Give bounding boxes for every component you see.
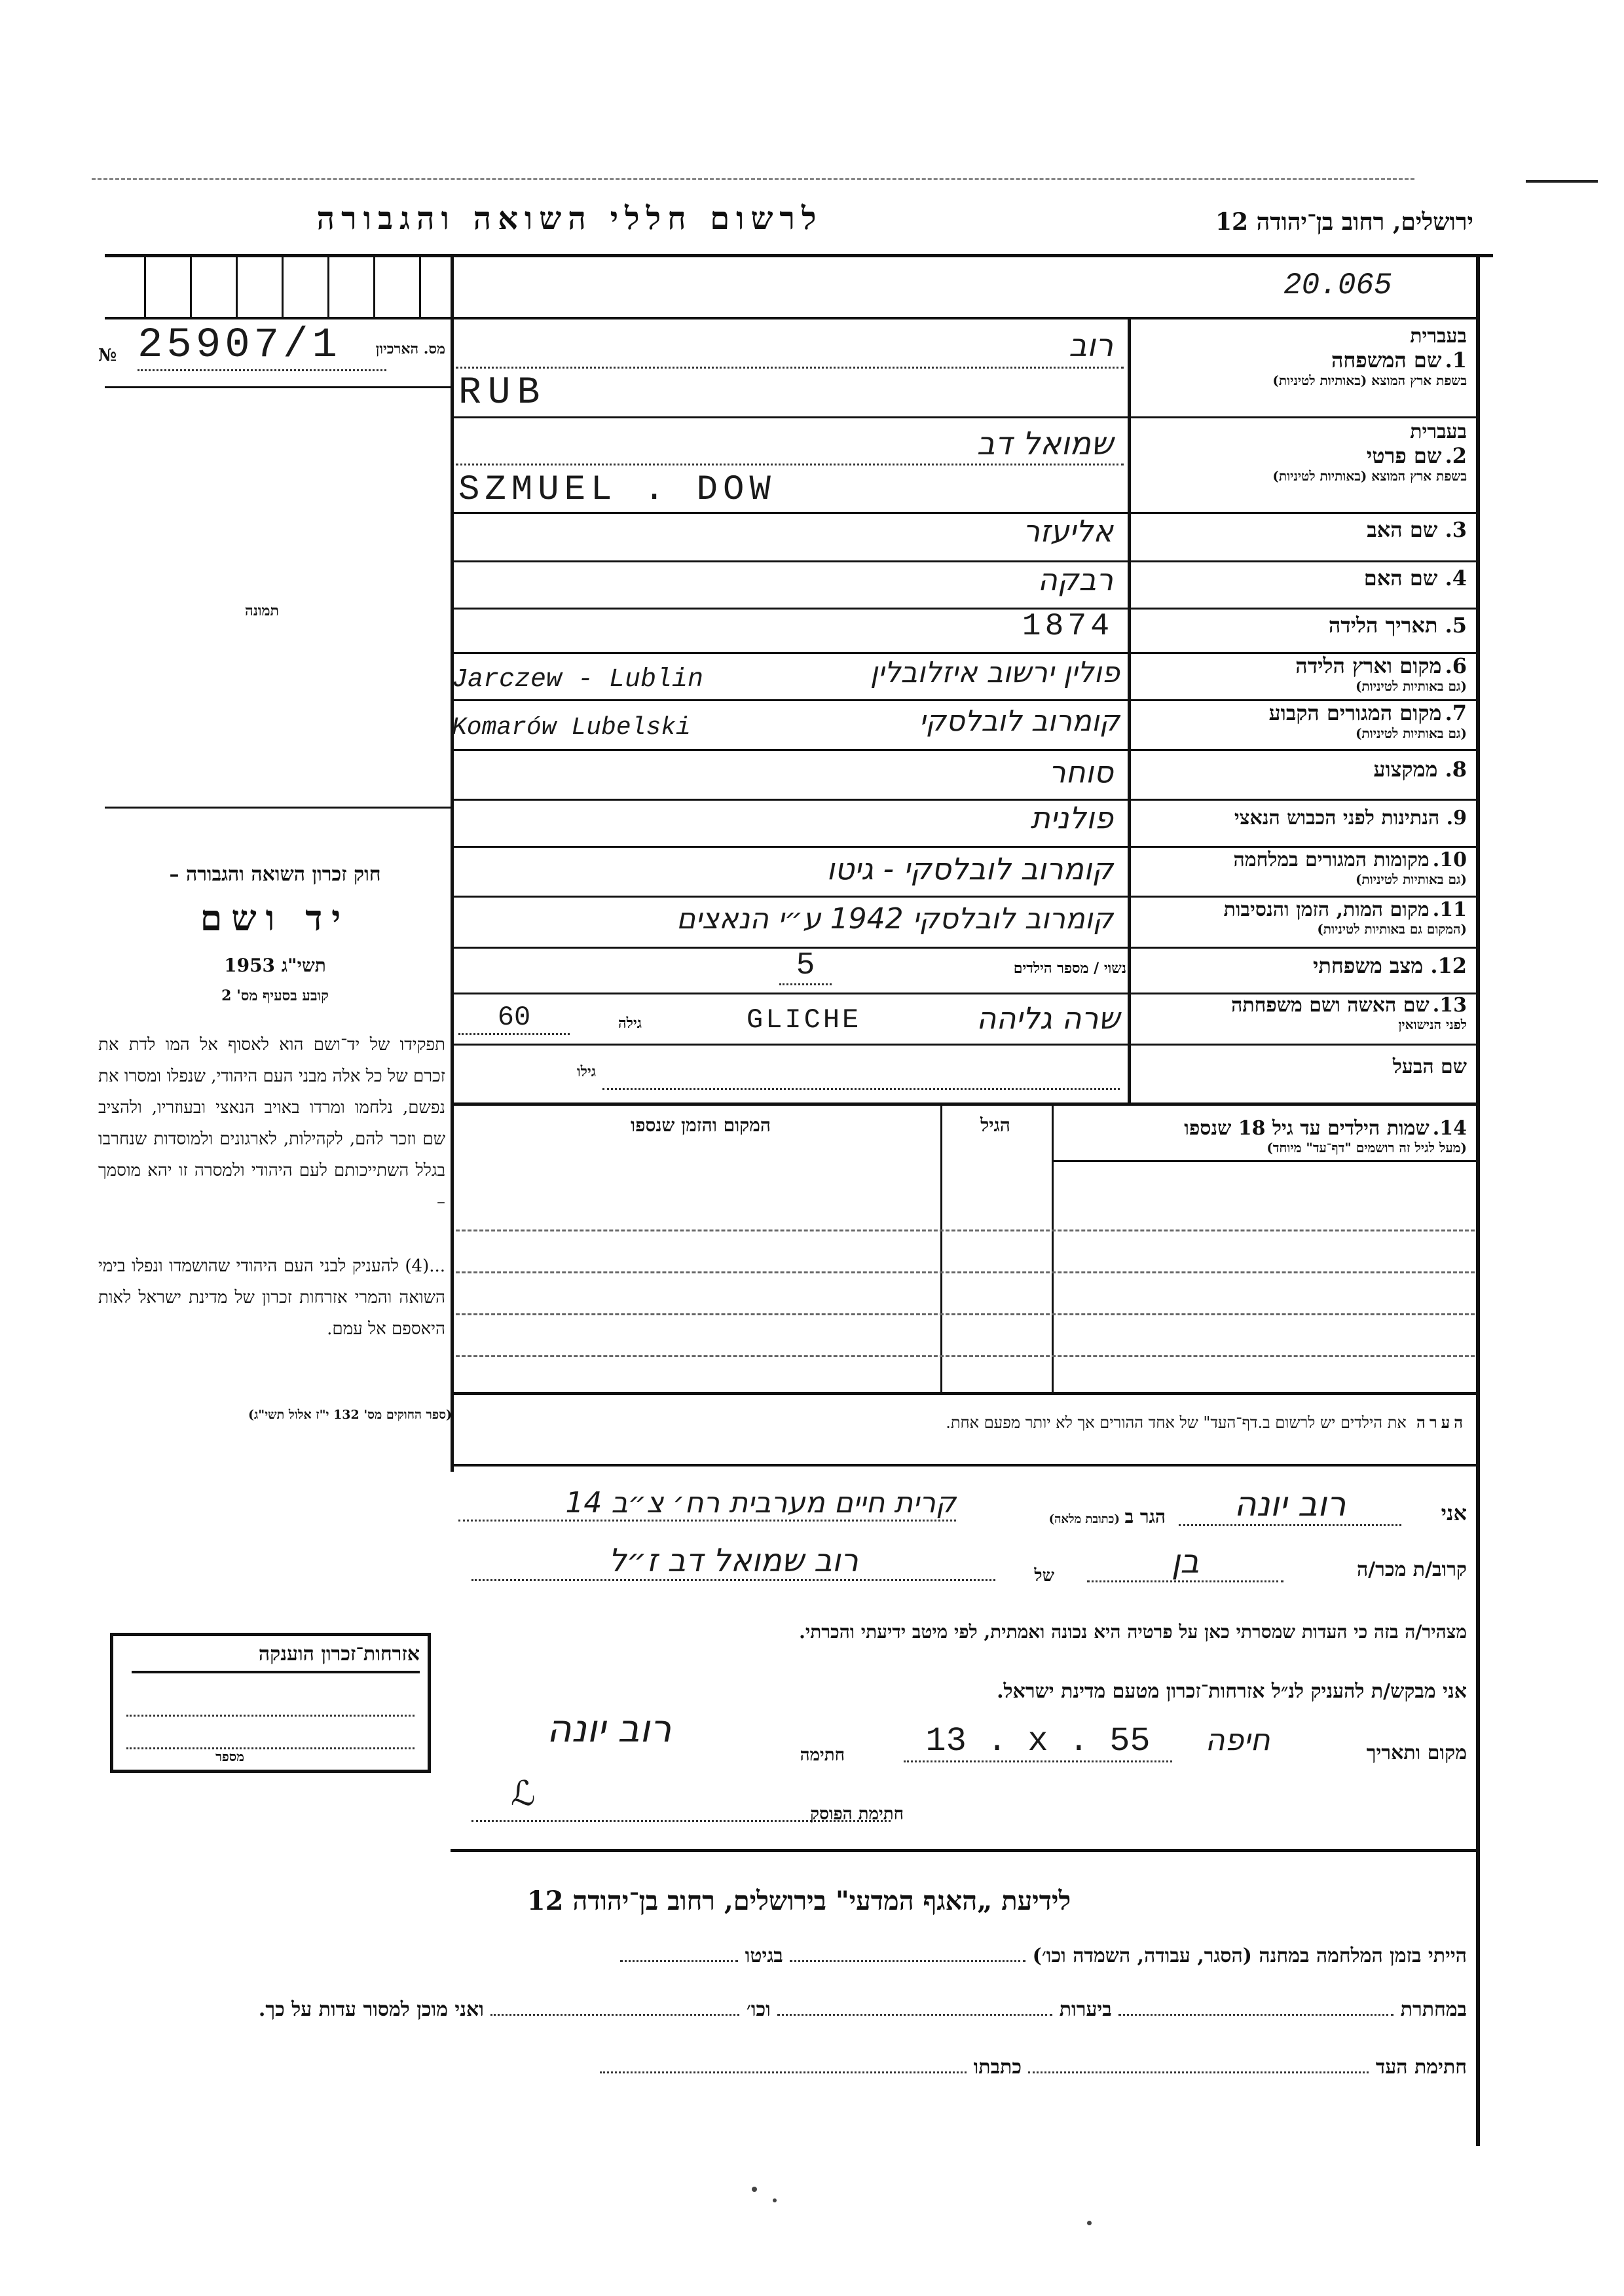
field-4-value: רבקה xyxy=(1037,562,1113,597)
place-date-label: מקום ותאריך xyxy=(1366,1741,1467,1764)
husband-name-line xyxy=(602,1088,1120,1090)
archive-no-mark: № xyxy=(98,346,117,365)
children-row-1 xyxy=(456,1230,1475,1231)
scan-speck xyxy=(773,2198,777,2202)
children-header: 14. שמות הילדים עד גיל 18 שנספו (מעל לגיל זה רושמים "דף־עד" מיוחד) xyxy=(1184,1117,1467,1156)
signature-label: חתימה xyxy=(800,1745,845,1765)
citizenship-box xyxy=(110,1633,431,1773)
scan-top-dashes xyxy=(92,178,1414,180)
signature-value: רוב יונה xyxy=(546,1706,672,1751)
frame-right-col xyxy=(1128,319,1131,1102)
rule-row-4 xyxy=(451,608,1480,610)
children-col-2 xyxy=(1052,1105,1054,1393)
citizenship-box-title: אזרחות־זכרון הוענקה xyxy=(132,1643,420,1673)
top-record-number: 20.065 xyxy=(1283,268,1392,302)
rule-row-13 xyxy=(451,1044,1480,1046)
children-row-3 xyxy=(456,1313,1475,1315)
footer-title: לידיעת „האגף המדעי" בירושלים, רחוב בן־יהודה 12 xyxy=(526,1886,1071,1916)
field-4-label: 4. שם האם xyxy=(1363,566,1467,591)
request-text: אני מבקש/ת להעניק לנ״ל אזרחות־זכרון מטעם מדינת ישראל. xyxy=(997,1680,1467,1703)
field-5-label: 5. תאריך הלידה xyxy=(1328,613,1467,638)
rule-row-11 xyxy=(451,947,1480,949)
field-10-label: 10. מקומות המגורים במלחמה (גם באותיות לטיניות) xyxy=(1233,848,1467,887)
field-3-value: אליעזר xyxy=(1023,513,1113,549)
scan-speck xyxy=(752,2187,757,2192)
field-13-label: 13. שם האשה ושם משפחתה לפני הנישואין xyxy=(1231,994,1467,1032)
field-7-latin: Komarów Lubelski xyxy=(452,714,691,742)
field-2-hebrew: שמואל דב xyxy=(976,426,1113,462)
form-title: לרשום חללי השואה והגבורה xyxy=(316,200,823,237)
declarant-resident-label: הגר ב (כתובת מלאה) xyxy=(1048,1506,1166,1527)
scan-edge-mark xyxy=(1526,180,1598,183)
officer-label: חתימת הפוסק xyxy=(810,1804,904,1824)
declarant-i-label: אני xyxy=(1441,1501,1467,1525)
field-9-value: פולנית xyxy=(1030,800,1113,835)
children-row-2 xyxy=(456,1271,1475,1273)
law-title: חוק זכרון השואה והגבורה – xyxy=(169,863,381,886)
declarant-name: רוב יונה xyxy=(1179,1485,1401,1526)
frame-right xyxy=(1476,254,1480,2146)
rule-row-14 xyxy=(451,1102,1480,1106)
field-1-heb-line xyxy=(456,367,1124,369)
field-9-label: 9. הנתינות לפני הכבוש הנאצי xyxy=(1234,807,1467,829)
left-rule-2 xyxy=(105,807,451,809)
rule-row-7 xyxy=(451,749,1480,751)
field-6-label: 6. מקום וארץ הלידה (גם באותיות לטיניות) xyxy=(1295,653,1467,694)
scan-speck xyxy=(1087,2221,1092,2225)
rule-row-9 xyxy=(451,846,1480,848)
children-row-4 xyxy=(456,1355,1475,1357)
field-12-children-count: 5 xyxy=(779,948,832,985)
declarant-address: קרית חיים מערבית רח׳ צ״ב 14 xyxy=(458,1486,956,1522)
field-12-hint: נשוי / מספר הילדים xyxy=(1013,960,1126,977)
note-row: הערה את הילדים יש לרשום ב.דף־העד" של אחד ההורים אך לא יותר מפעם אחת. xyxy=(946,1413,1467,1432)
field-5-value: 1874 xyxy=(1022,609,1113,644)
frame-divider-left xyxy=(451,254,454,1472)
relation-label: קרוב/ת מכר/ה xyxy=(1356,1558,1467,1581)
field-2-label: בעברית 2. שם פרטי בשפת ארץ המוצא (באותיות לטיניות) xyxy=(1272,420,1467,484)
archive-no-label: מס. הארכיון xyxy=(375,340,445,357)
field-13-age-label: גילה xyxy=(618,1015,642,1032)
archive-cells xyxy=(105,254,451,317)
field-8-label: 8. ממקצוע xyxy=(1373,757,1467,782)
relation-of-label: של xyxy=(1034,1566,1054,1586)
field-8-value: סוחר xyxy=(1048,754,1113,790)
field-3-label: 3. שם האב xyxy=(1367,517,1467,542)
rule-row-10 xyxy=(451,896,1480,898)
footer-line-2: במחתרת ביערות וכו׳ ואני מוכן למסור עדות על כך. xyxy=(258,1998,1467,2021)
note-bottom-rule xyxy=(451,1464,1480,1467)
children-col-age: הגיל xyxy=(980,1114,1010,1136)
left-rule-1 xyxy=(105,386,451,388)
archive-no-value: 25907/1 xyxy=(138,322,386,371)
declaration-text: מצהיר/ה בזה כי העדות שמסרתי כאן על פרטיה היא נכונה ואמתית, לפי מיטב ידיעתי והכרתי. xyxy=(799,1621,1467,1643)
field-13-wife-latin: GLICHE xyxy=(747,1004,862,1036)
relation-of-name: רוב שמואל דב ז״ל xyxy=(471,1542,995,1581)
law-body-1: תפקידו של יד־ושם הוא לאסוף אל המו לדת את זכרם של כל אלה מבני העם היהודי, שנפלו ומסרו את נפשם, נלחמו ומרדו באויב הנאצי ובעוזריו, ולהציב שם וזכר להם, לקהילות, לארגונים ולמוסדות שנחרבו בגלל השתייכותם לעם היהודי ולמסרה זו יהא מוסמך – xyxy=(98,1035,445,1212)
relation-value: בן xyxy=(1087,1542,1283,1582)
declarant-bottom-rule xyxy=(451,1849,1480,1852)
law-subtitle: יד ושם xyxy=(200,897,350,939)
field-10-value: קומרוב לובלסקי - גיטו xyxy=(826,851,1113,886)
field-1-hebrew: רוב xyxy=(1069,327,1113,364)
archive-row-rule xyxy=(105,317,1480,319)
field-11-value: קומרוב לובלסקי 1942 ע״י הנאצים xyxy=(676,902,1113,936)
children-bottom-rule xyxy=(451,1392,1480,1395)
children-header-rule xyxy=(1052,1160,1480,1162)
law-body-2: ...(4) להעניק לבני העם היהודי שהושמדו ונפלו בימי השואה והמרי אזרחות זכרון של מדינת ישראל לאות היאספם אל עמם. xyxy=(98,1256,445,1339)
rule-row-1 xyxy=(451,416,1480,418)
date-value: 13 . x . 55 xyxy=(904,1722,1172,1762)
field-13-wife-name: שרה גליהה xyxy=(976,1000,1120,1036)
law-clause: קובע בסעיף מס' 2 xyxy=(221,987,329,1004)
law-year: תשי"ג 1953 xyxy=(224,955,326,976)
header-address: ירושלים, רחוב בן־יהודה 12 xyxy=(1215,208,1473,236)
field-6-latin: Jarczew - Lublin xyxy=(452,665,704,695)
field-husband-label: שם הבעל xyxy=(1392,1055,1467,1078)
footer-line-3: חתימת העד כתבתו xyxy=(367,2056,1467,2079)
children-col-place: המקום והזמן שנספו xyxy=(631,1114,771,1136)
field-1-latin: RUB xyxy=(458,372,547,414)
field-11-label: 11. מקום המות, הזמן והנסיבות (המקום גם באותיות לטיניות) xyxy=(1223,898,1467,937)
law-footnote: (ספר החוקים מס' 132 י"ז אלול תשי"ג) xyxy=(248,1408,452,1422)
photo-label: תמונה xyxy=(245,602,279,619)
field-husband-age-label: גילו xyxy=(577,1063,596,1080)
place-value: חיפה xyxy=(1205,1722,1270,1757)
footer-line-1: הייתי בזמן המלחמה במחנה (הסגר, עבודה, השמדה וכו׳) בגיטו xyxy=(354,1944,1467,1967)
field-7-label: 7. מקום המגורים הקבוע (גם באותיות לטיניות) xyxy=(1268,701,1467,741)
field-7-hebrew: קומרוב לובלסקי xyxy=(919,704,1120,738)
field-1-label: בעברית 1. שם המשפחה בשפת ארץ המוצא (באותיות לטיניות) xyxy=(1272,325,1467,388)
officer-signature-scribble: ℒ xyxy=(511,1774,536,1813)
field-12-label: 12. מצב משפחתי xyxy=(1313,953,1467,978)
field-13-age-value: 60 xyxy=(458,1002,570,1035)
field-6-hebrew: פולין ירשוב איזלובלין xyxy=(870,656,1120,689)
field-2-latin: SZMUEL . DOW xyxy=(458,470,776,510)
field-2-heb-line xyxy=(456,464,1124,465)
citizenship-box-number-label: מספר xyxy=(215,1749,244,1764)
children-col-1 xyxy=(940,1105,942,1393)
